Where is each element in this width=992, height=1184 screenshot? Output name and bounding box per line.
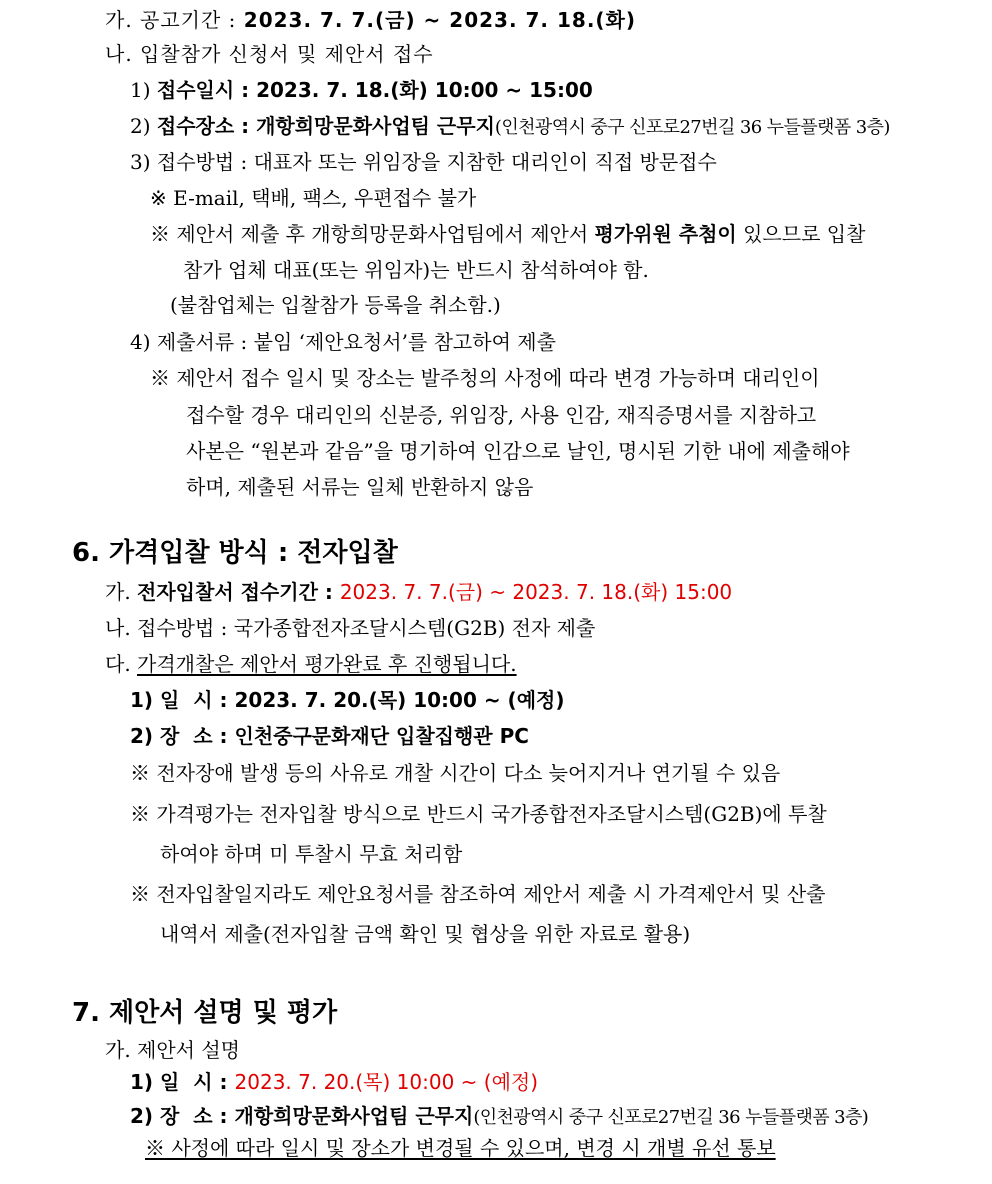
- e-bid-method: 나. 접수방법 : 국가종합전자조달시스템(G2B) 전자 제출: [105, 616, 596, 640]
- submission-documents: 4) 제출서류 : 붙임 ‘제안요청서’를 참고하여 제출: [130, 330, 556, 354]
- note-price-proposal-line2: 내역서 제출(전자입찰 금액 확인 및 협상을 위한 자료로 활용): [160, 922, 691, 946]
- briefing-place: 2) 장 소 : 개항희망문화사업팀 근무지(인천광역시 중구 신포로27번길 36 누들플랫폼 3층): [130, 1104, 869, 1128]
- note-evaluator-draw: ※ 제안서 제출 후 개항희망문화사업팀에서 제안서 평가위원 추첨이 있으므로 입찰: [150, 222, 866, 246]
- note-change-line4: 하며, 제출된 서류는 일체 반환하지 않음: [186, 475, 534, 499]
- section-6-heading: 6. 가격입찰 방식 : 전자입찰: [72, 538, 398, 568]
- submission-heading: 나. 입찰참가 신청서 및 제안서 접수: [105, 42, 434, 66]
- note-change-line2: 접수할 경우 대리인의 신분증, 위임장, 사용 인감, 재직증명서를 지참하고: [186, 403, 817, 427]
- note-g2b-line2: 하여야 하며 미 투찰시 무효 처리함: [160, 842, 463, 866]
- price-opening: 다. 가격개찰은 제안서 평가완료 후 진행됩니다.: [105, 652, 517, 676]
- note-change-line3: 사본은 “원본과 같음”을 명기하여 인감으로 날인, 명시된 기한 내에 제출해야: [186, 439, 850, 463]
- opening-place: 2) 장 소 : 인천중구문화재단 입찰집행관 PC: [130, 724, 529, 748]
- note-change-line1: ※ 제안서 접수 일시 및 장소는 발주청의 사정에 따라 변경 가능하며 대리인이: [150, 366, 820, 390]
- note-delay: ※ 전자장애 발생 등의 사유로 개찰 시간이 다소 늦어지거나 연기될 수 있음: [130, 761, 781, 785]
- note-no-mail: ※ E-mail, 택배, 팩스, 우편접수 불가: [150, 186, 477, 210]
- submission-date: 1) 접수일시 : 2023. 7. 18.(화) 10:00 ~ 15:00: [130, 78, 593, 102]
- proposal-briefing: 가. 제안서 설명: [105, 1038, 240, 1062]
- submission-place: 2) 접수장소 : 개항희망문화사업팀 근무지(인천광역시 중구 신포로27번길 36 누들플랫폼 3층): [130, 114, 890, 138]
- note-evaluator-draw-line3: (불참업체는 입찰참가 등록을 취소함.): [170, 293, 501, 317]
- briefing-date: 1) 일 시 : 2023. 7. 20.(목) 10:00 ~ (예정): [130, 1070, 539, 1094]
- note-price-proposal-line1: ※ 전자입찰일지라도 제안요청서를 참조하여 제안서 제출 시 가격제안서 및 산출: [130, 882, 826, 906]
- opening-date: 1) 일 시 : 2023. 7. 20.(목) 10:00 ~ (예정): [130, 688, 565, 712]
- note-evaluator-draw-line2: 참가 업체 대표(또는 위임자)는 반드시 참석하여야 함.: [183, 258, 649, 282]
- notice-period-line: 가. 공고기간 : 2023. 7. 7.(금) ~ 2023. 7. 18.(화): [105, 8, 637, 32]
- briefing-change-note: ※ 사정에 따라 일시 및 장소가 변경될 수 있으며, 변경 시 개별 유선 통보: [145, 1136, 776, 1160]
- e-bid-period: 가. 전자입찰서 접수기간 : 2023. 7. 7.(금) ~ 2023. 7. 18.(화) 15:00: [105, 580, 733, 604]
- submission-method: 3) 접수방법 : 대표자 또는 위임장을 지참한 대리인이 직접 방문접수: [130, 150, 717, 174]
- section-7-heading: 7. 제안서 설명 및 평가: [72, 998, 338, 1028]
- note-g2b-line1: ※ 가격평가는 전자입찰 방식으로 반드시 국가종합전자조달시스템(G2B)에 투찰: [130, 802, 827, 826]
